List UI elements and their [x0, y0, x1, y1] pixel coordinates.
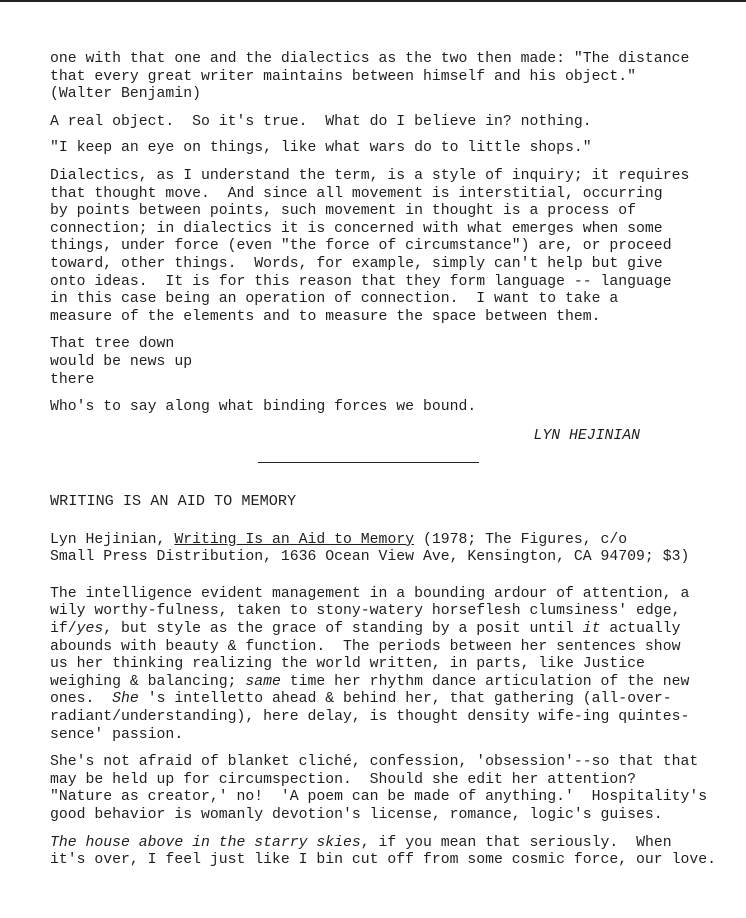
review-italic-title: The house above in the starry skies [50, 834, 361, 851]
poem-line: That tree down [50, 336, 175, 353]
review-line: wily worthy-fulness, taken to stony-watery horseflesh clumsiness' edge, [50, 603, 681, 620]
poem-line: would be news up [50, 353, 193, 370]
bib-book-title: Writing Is an Aid to Memory [174, 531, 415, 548]
review-line-start: if/ [50, 621, 77, 638]
review-line-start: ones. [50, 691, 113, 708]
review-paragraph-1 [50, 586, 730, 744]
dialectics-line: toward, other things. Words, for example, simply can't help but give [50, 255, 663, 272]
review-italic-she: She [112, 691, 139, 708]
dialectics-line: in this case being an operation of connection. I want to take a [50, 291, 619, 308]
review-line: The intelligence evident management in a bounding ardour of attention, a [50, 585, 690, 602]
intro-line: that every great writer maintains between himself and his object." [50, 68, 637, 85]
review-line-end: , if you mean that seriously. When [360, 834, 672, 851]
dialectics-line: measure of the elements and to measure the space between them. [50, 308, 601, 325]
review-line: abounds with beauty & function. The periods between her sentences show [50, 638, 681, 655]
review-line-end: time her rhythm dance articulation of the new [280, 673, 690, 690]
review-line: sence' passion. [50, 726, 184, 743]
review-line: may be held up for circumspection. Should she edit her attention? [50, 771, 637, 788]
review-line: it's over, I feel just like I bin cut off from some cosmic force, our love. [50, 852, 716, 869]
review-paragraph-3 [50, 835, 730, 870]
bib-publisher-line: Small Press Distribution, 1636 Ocean View Ave, Kensington, CA 94709; $3) [50, 549, 690, 566]
review-line-end: 's intelletto ahead & behind her, that gathering (all-over- [138, 691, 672, 708]
poem-stanza [50, 336, 730, 389]
dialectics-paragraph [50, 168, 730, 326]
review-line: radiant/understanding), here delay, is thought density wife-ing quintes- [50, 709, 690, 726]
dialectics-line: by points between points, such movement in thought is a process of [50, 203, 637, 220]
review-italic-yes: yes [76, 621, 104, 638]
bibliographic-entry [50, 532, 730, 567]
closing-line: Who's to say along what binding forces we bound. [50, 399, 477, 416]
section-divider [258, 462, 479, 463]
review-line-start: weighing & balancing; [50, 673, 246, 690]
quote-paragraph: "I keep an eye on things, like what wars do to little shops." [50, 140, 592, 157]
review-paragraph-2 [50, 754, 730, 824]
review-line-mid: , but style as the grace of standing by a posit until [103, 621, 583, 638]
review-heading: WRITING IS AN AID TO MEMORY [50, 491, 297, 510]
review-line-end: actually [600, 621, 681, 638]
document-page [50, 51, 730, 870]
intro-paragraph [50, 51, 730, 104]
bib-author: Lyn Hejinian, [50, 531, 175, 548]
dialectics-line: Dialectics, as I understand the term, is a style of inquiry; it requires [50, 167, 690, 184]
dialectics-line: things, under force (even "the force of circumstance") are, or proceed [50, 238, 672, 255]
poem-line: there [50, 371, 95, 388]
dialectics-line: that thought move. And since all movement is interstitial, occurring [50, 185, 663, 202]
review-line: "Nature as creator,' no! 'A poem can be made of anything.' Hospitality's [50, 789, 708, 806]
real-object-paragraph: A real object. So it's true. What do I believe in? nothing. [50, 113, 592, 130]
bib-details: (1978; The Figures, c/o [414, 531, 628, 548]
dialectics-line: onto ideas. It is for this reason that they form language -- language [50, 273, 672, 290]
review-line: She's not afraid of blanket cliché, confession, 'obsession'--so that that [50, 754, 699, 771]
author-signature: LYN HEJINIAN [533, 427, 640, 444]
review-line: us her thinking realizing the world written, in parts, like Justice [50, 656, 645, 673]
review-italic-same: same [245, 673, 281, 690]
intro-line: one with that one and the dialectics as the two then made: "The distance [50, 51, 690, 67]
review-italic-it: it [582, 621, 601, 638]
dialectics-line: connection; in dialectics it is concerned with what emerges when some [50, 220, 663, 237]
intro-attribution: (Walter Benjamin) [50, 86, 201, 103]
review-line: good behavior is womanly devotion's license, romance, logic's guises. [50, 807, 663, 823]
page-top-edge [0, 0, 746, 2]
